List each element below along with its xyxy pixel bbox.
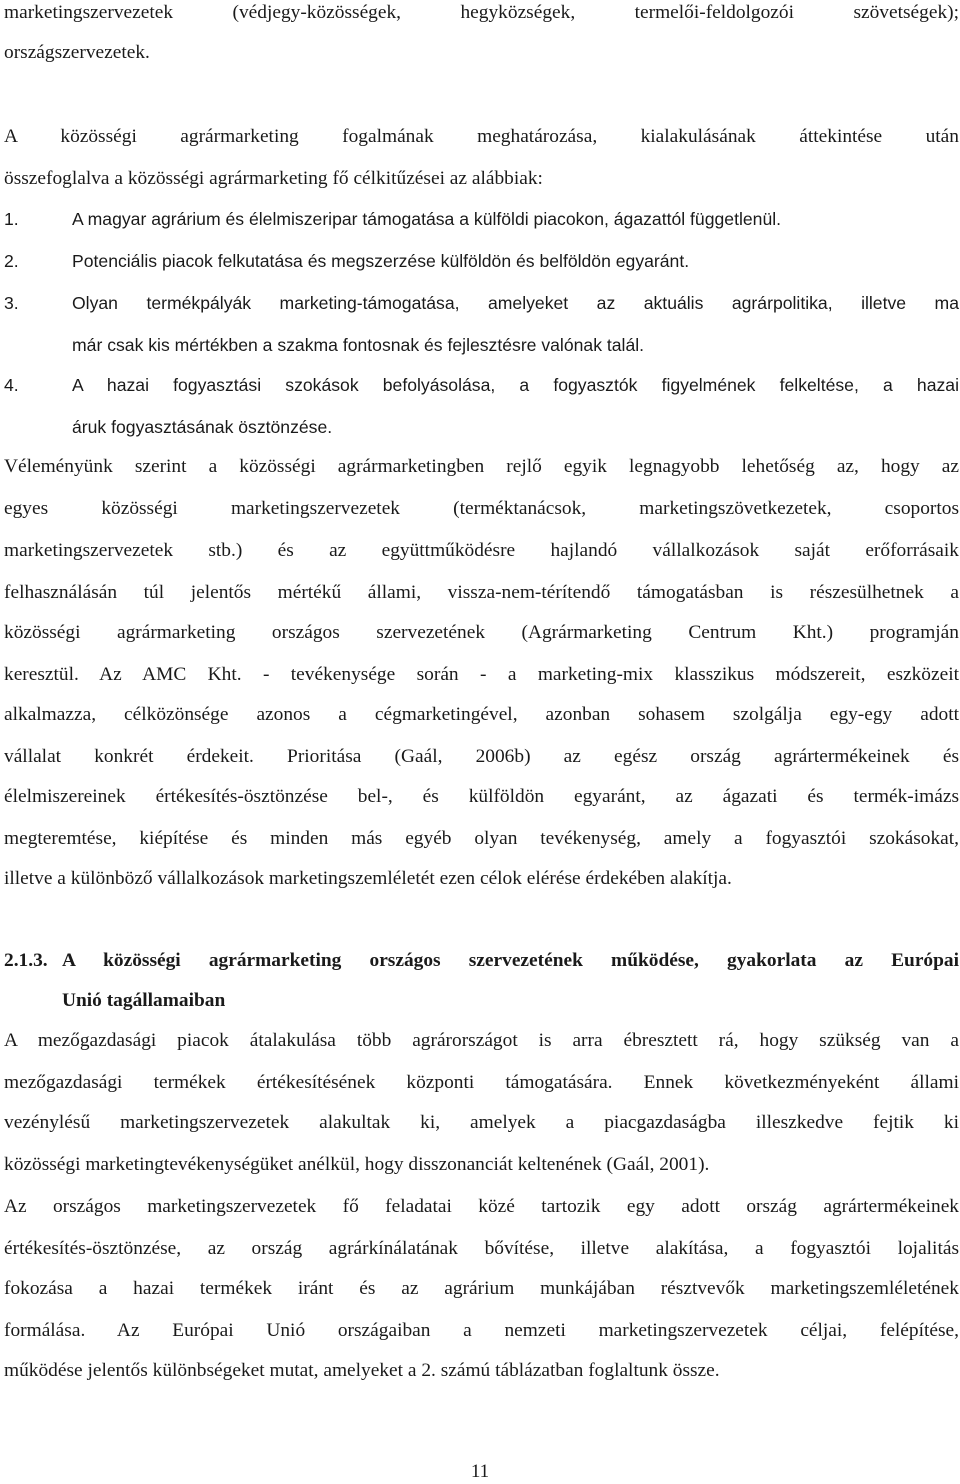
text-line: marketingszervezetek stb.) és az együttműködésre hajlandó vállalkozások saját erőforrásaik: [4, 540, 959, 561]
text-line: Az országos marketingszervezetek fő feladatai közé tartozik egy adott ország agrártermékeinek: [4, 1196, 959, 1217]
text-line: A közösségi agrármarketing fogalmának meghatározása, kialakulásának áttekintése után: [4, 126, 959, 147]
text-line: közösségi marketingtevékenységüket anélkül, hogy disszonanciát keltenének (Gaál, 2001).: [4, 1154, 710, 1175]
text-line: felhasználásán túl jelentős mértékű állami, vissza-nem-térítendő támogatásban is részesülhetnek a: [4, 582, 959, 603]
text-line: keresztül. Az AMC Kht. - tevékenysége során - a marketing-mix klasszikus módszereit, eszközeit: [4, 664, 959, 685]
list-item-continuation: áruk fogyasztásának ösztönzése.: [72, 417, 333, 437]
text-line: értékesítés-ösztönzése, az ország agrárkínálatának bővítése, illetve alakítása, a fogyasztói lojalitás: [4, 1238, 959, 1259]
page-number: 11: [470, 1461, 490, 1482]
list-item: Potenciális piacok felkutatása és megszerzése külföldön és belföldön egyaránt.: [72, 251, 690, 271]
text-line: közösségi agrármarketing országos szervezetének (Agrármarketing Centrum Kht.) programján: [4, 622, 959, 643]
text-line: formálása. Az Európai Unió országaiban a nemzeti marketingszervezetek céljai, felépítése,: [4, 1320, 959, 1341]
text-line: mezőgazdasági termékek értékesítésének központi támogatására. Ennek következményeként állami: [4, 1072, 959, 1093]
text-line: vállalat konkrét érdekeit. Prioritása (Gaál, 2006b) az egész ország agrártermékeinek és: [4, 746, 959, 767]
section-title-continuation: Unió tagállamaiban: [62, 990, 226, 1011]
text-line: fokozása a hazai termékek iránt és az agrárium munkájában résztvevők marketingszemléletének: [4, 1278, 959, 1299]
text-line: alkalmazza, célközönsége azonos a cégmarketingével, azonban sohasem szolgálja egy-egy adott: [4, 704, 959, 725]
list-item: A magyar agrárium és élelmiszeripar támogatása a külföldi piacokon, ágazattól függetlenül.: [72, 209, 782, 229]
section-title: A közösségi agrármarketing országos szervezetének működése, gyakorlata az Európai: [62, 950, 959, 971]
text-line: vezénylésű marketingszervezetek alakultak ki, amelyek a piacgazdaságba illeszkedve fejtik ki: [4, 1112, 959, 1133]
text-line: egyes közösségi marketingszervezetek (terméktanácsok, marketingszövetkezetek, csoportos: [4, 498, 959, 519]
text-line: élelmiszereinek értékesítés-ösztönzése bel-, és külföldön egyaránt, az ágazati és termék-imázs: [4, 786, 959, 807]
text-line: megteremtése, kiépítése és minden más egyéb olyan tevékenység, amely a fogyasztói szokásokat,: [4, 828, 959, 849]
text-line: országszervezetek.: [4, 42, 150, 63]
list-item-number: 4.: [4, 375, 19, 395]
text-line: Véleményünk szerint a közösségi agrármarketingben rejlő egyik legnagyobb lehetőség az, hogy az: [4, 456, 959, 477]
list-item-number: 3.: [4, 293, 19, 313]
list-item-continuation: már csak kis mértékben a szakma fontosnak és fejlesztésre valónak talál.: [72, 335, 645, 355]
text-line: működése jelentős különbségeket mutat, amelyeket a 2. számú táblázatban foglaltunk össze.: [4, 1360, 720, 1381]
list-item: A hazai fogyasztási szokások befolyásolása, a fogyasztók figyelmének felkeltése, a hazai: [72, 375, 959, 395]
text-line: illetve a különböző vállalkozások marketingszemléletét ezen célok elérése érdekében alakítja.: [4, 868, 732, 889]
list-item: Olyan termékpályák marketing-támogatása, amelyeket az aktuális agrárpolitika, illetve ma: [72, 293, 959, 313]
section-number: 2.1.3.: [4, 950, 48, 971]
text-line: összefoglalva a közösségi agrármarketing fő célkitűzései az alábbiak:: [4, 168, 543, 189]
text-line: A mezőgazdasági piacok átalakulása több agrárországot is arra ébresztett rá, hogy szükség van a: [4, 1030, 959, 1051]
list-item-number: 2.: [4, 251, 19, 271]
text-line: marketingszervezetek (védjegy-közösségek, hegyközségek, termelői-feldolgozói szövetségek);: [4, 2, 959, 23]
list-item-number: 1.: [4, 209, 19, 229]
